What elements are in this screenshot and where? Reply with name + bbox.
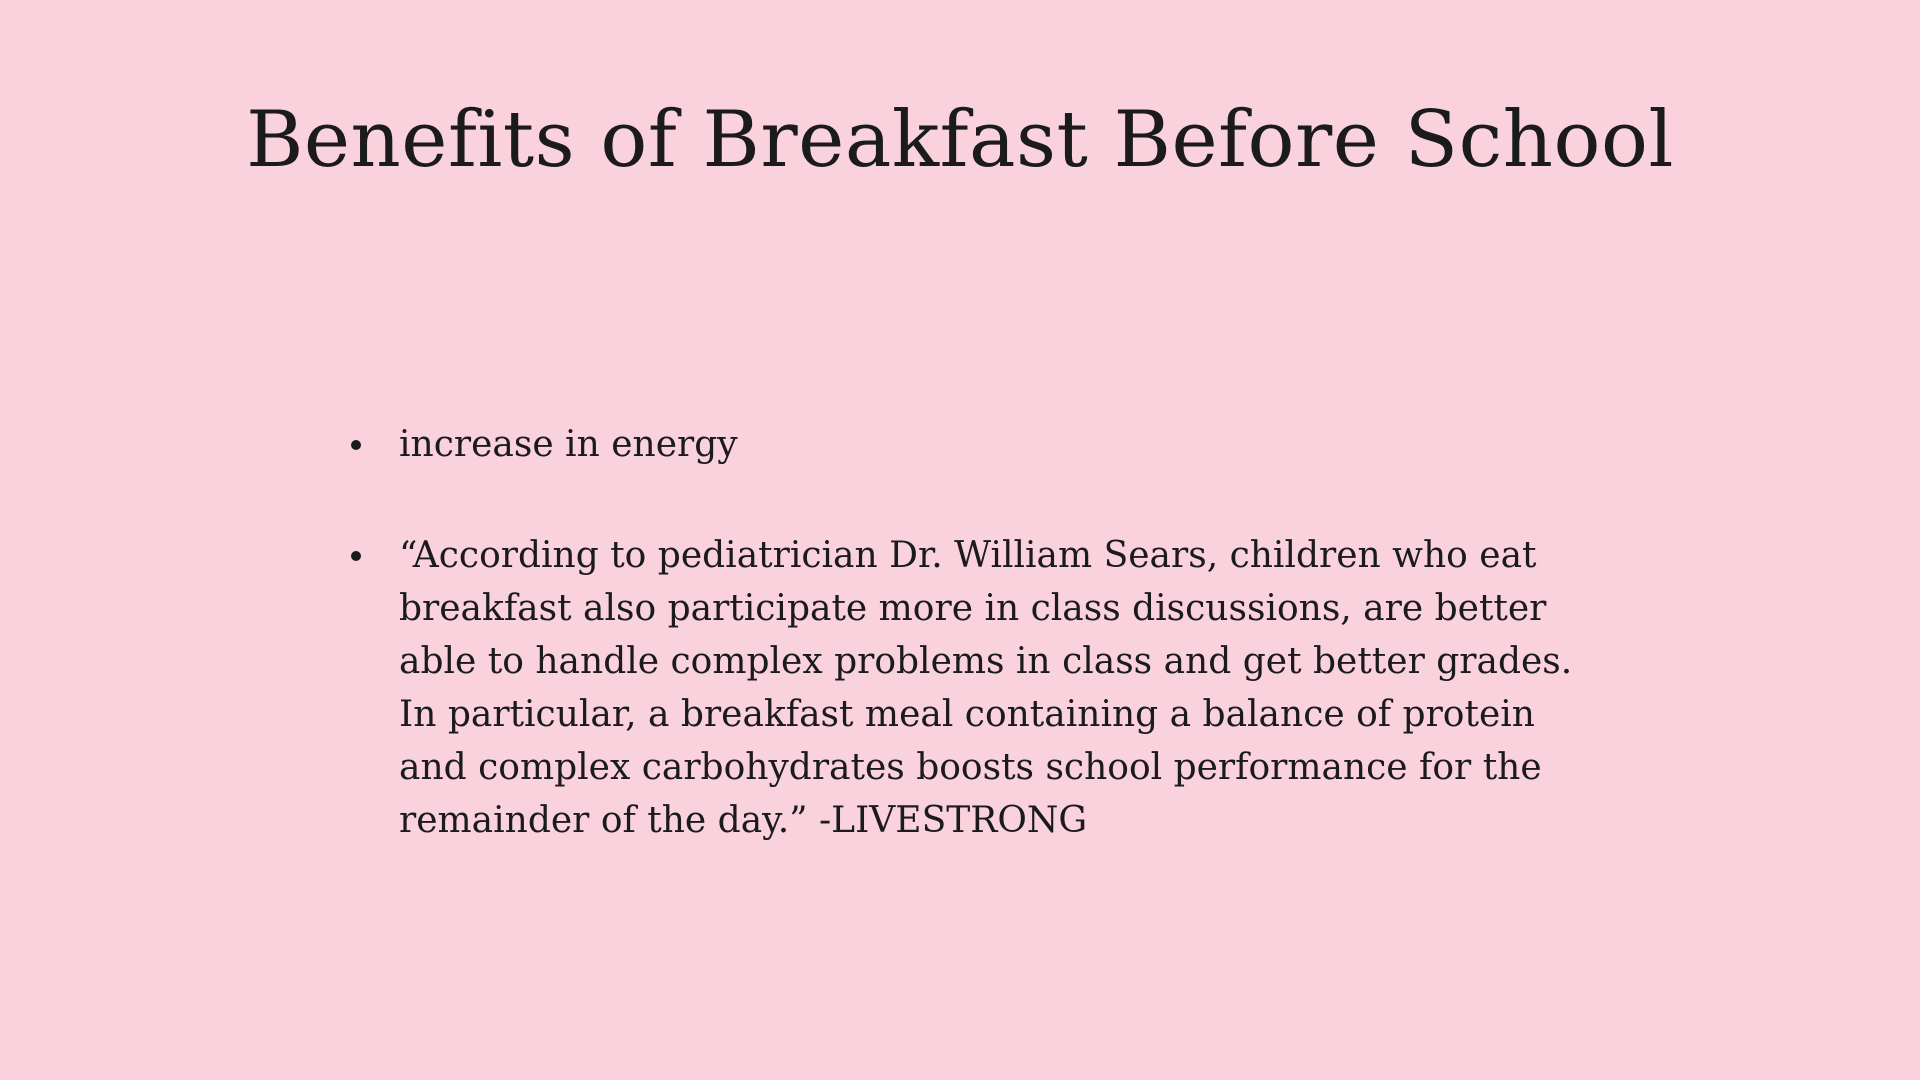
bullet-item-quote xyxy=(345,529,1585,847)
bullet-item-energy xyxy=(345,418,1585,471)
bullet-list xyxy=(345,418,1585,905)
bullet-icon xyxy=(351,551,361,561)
bullet-text: “According to pediatrician Dr. William Sears, children who eat breakfast also participate more in class discussions, are better able to handle complex problems in class and get better grades. In particular, a breakfast meal containing a balance of protein and complex carbohydrates boosts school performance for the remainder of the day.” -LIVESTRONG xyxy=(399,535,1573,841)
bullet-text: increase in energy xyxy=(399,424,738,465)
slide-title: Benefits of Breakfast Before School xyxy=(246,95,1674,185)
bullet-icon xyxy=(351,440,361,450)
